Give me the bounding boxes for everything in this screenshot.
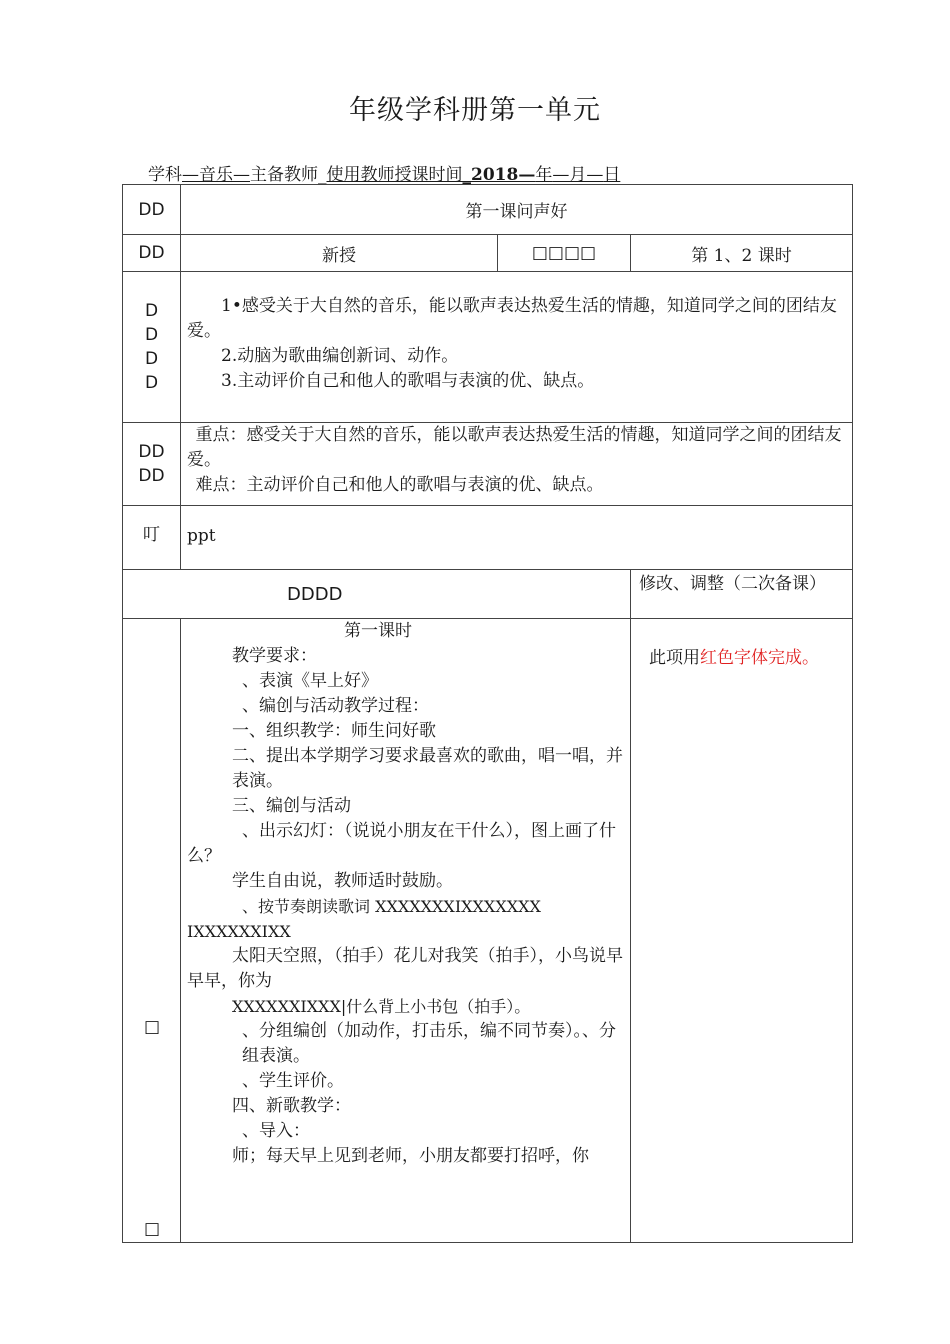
process-line: 教学要求： (232, 646, 317, 666)
type-label: DD (123, 235, 181, 272)
process-line: XXXXXXIXXX|什么背上小书包（拍手）。 (232, 997, 531, 1016)
note-prefix: 此项用 (649, 648, 700, 668)
year-suffix: 年 (535, 165, 553, 185)
month-value: —月— (552, 165, 604, 185)
process-content (181, 619, 631, 1243)
lesson-plan-table (122, 184, 853, 1243)
period-count: 第 1、2 课时 (631, 235, 853, 272)
goal-item: 3.主动评价自己和他人的歌唱与表演的优、缺点。 (221, 371, 595, 391)
process-line: 、学生评价。 (242, 1071, 344, 1091)
goal-item: 1•感受关于大自然的音乐，能以歌声表达热爱生活的情趣，知道同学之间的团结友爱。 (187, 296, 837, 341)
keypoints-label (123, 423, 181, 506)
goals-label (123, 272, 181, 423)
process-line: 、导入： (242, 1121, 310, 1141)
process-line: 、表演《早上好》 (242, 671, 378, 691)
topic-row (123, 185, 853, 235)
day-suffix: 日 (603, 165, 621, 185)
process-line: 、出示幻灯：（说说小朋友在干什么），图上画了什么？ (187, 821, 616, 866)
goals-content (181, 272, 853, 423)
keypoints-content (181, 423, 853, 506)
goals-row (123, 272, 853, 423)
key-point: 重点：感受关于大自然的音乐，能以歌声表达热爱生活的情趣，知道同学之间的团结友爱。 (187, 425, 842, 470)
materials-label: 叮 (123, 506, 181, 570)
type-value: 新授 (181, 235, 498, 272)
process-line: 一、组织教学：师生问好歌 (232, 721, 436, 741)
goals-label-char: D (144, 301, 159, 321)
goals-label-char: D (144, 373, 159, 393)
revise-header: 修改、调整（二次备课） (631, 570, 853, 619)
meta-line (148, 160, 620, 185)
process-line: 学生自由说，教师适时鼓励。 (232, 871, 453, 891)
goal-item: 2.动脑为歌曲编创新词、动作。 (221, 346, 459, 366)
page-title: 年级学科册第一单元 (349, 95, 601, 126)
year-value: _2018— (462, 165, 536, 185)
side-box-top: □ (143, 1017, 161, 1037)
process-line: 、按节奏朗读歌词 XXXXXXXIXXXXXXX IXXXXXXIXX (187, 897, 541, 941)
difficult-point: 难点：主动评价自己和他人的歌唱与表演的优、缺点。 (195, 475, 604, 495)
type-placeholder: □□□□ (498, 235, 631, 272)
materials-value: ppt (181, 506, 853, 570)
subject-value: —音乐— (182, 165, 250, 185)
process-header-row (123, 570, 853, 619)
revise-note (631, 619, 853, 1243)
process-line: 师；每天早上见到老师，小朋友都要打招呼，你 (232, 1146, 589, 1166)
process-line: 二、提出本学期学习要求最喜欢的歌曲，唱一唱，并表演。 (232, 746, 623, 791)
side-box-bottom: □ (143, 1219, 161, 1239)
topic-value: 第一课问声好 (181, 185, 853, 235)
user-label: 使用教师授课时间 (326, 165, 463, 185)
keypoints-label-line: DD (138, 466, 165, 486)
topic-label: DD (123, 185, 181, 235)
process-line: 四、新歌教学： (232, 1096, 351, 1116)
process-line: 三、编创与活动 (232, 796, 351, 816)
teacher-label: 主备教师 (250, 165, 318, 185)
process-line: 、分组编创（加动作，打击乐，编不同节奏）。、分组表演。 (242, 1021, 616, 1066)
materials-row (123, 506, 853, 570)
subject-label: 学科 (148, 165, 182, 185)
note-red-text: 红色字体完成。 (700, 648, 819, 668)
type-row (123, 235, 853, 272)
goals-label-char: D (144, 349, 159, 369)
goals-label-char: D (144, 325, 159, 345)
meta-gap: _ (318, 165, 327, 185)
process-row (123, 619, 853, 1243)
process-side (123, 619, 181, 1243)
process-header-label: DDDD (123, 570, 631, 619)
process-line: 太阳天空照，（拍手）花儿对我笑（拍手），小鸟说早早早，你为 (187, 946, 623, 991)
lesson-title: 第一课时 (344, 621, 412, 641)
keypoints-label-line: DD (138, 442, 165, 462)
keypoints-row (123, 423, 853, 506)
process-line: 、编创与活动教学过程： (242, 696, 429, 716)
